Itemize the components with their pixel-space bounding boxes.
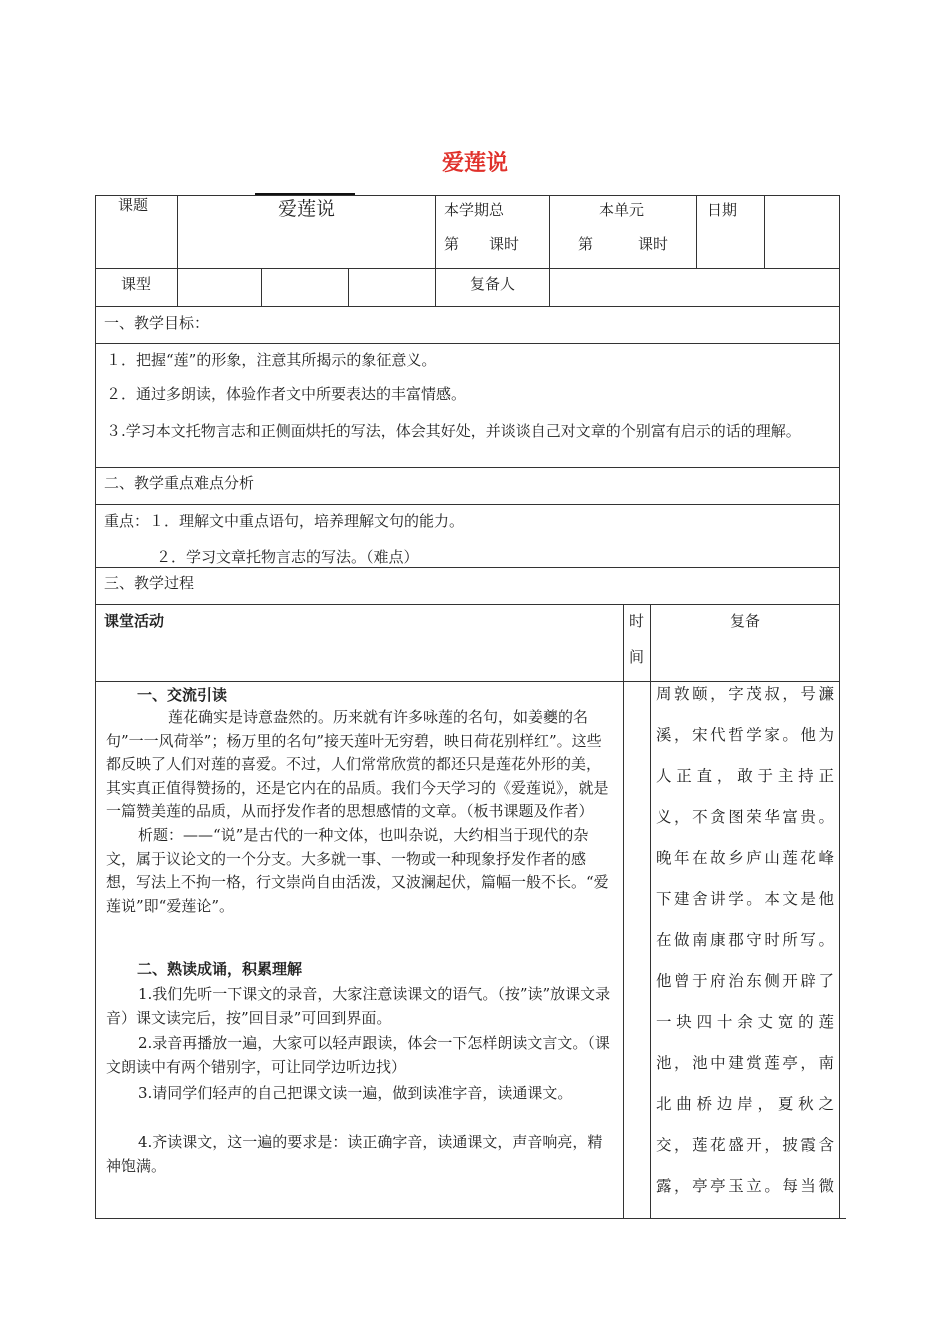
review-line: 溪，宋代哲学家。他为 xyxy=(656,726,834,744)
term-lesson: 第 课时 xyxy=(444,235,520,253)
section1-heading: 一、交流引读 xyxy=(137,686,228,704)
col-activity-header: 课堂活动 xyxy=(104,612,165,630)
review-line: 义，不贪图荣华富贵。 xyxy=(656,808,834,826)
topic-tab-underline xyxy=(255,193,355,195)
review-line: 池，池中建赏莲亭，南 xyxy=(656,1054,834,1072)
col-review-header: 复备 xyxy=(730,612,761,630)
review-line: 晚年在故乡庐山莲花峰 xyxy=(656,849,834,867)
section1-para2: 析题：——“说”是古代的一种文体，也叫杂说，大约相当于现代的杂文，属于议论文的一个分支。大多就一事、一物或一种现象抒发作者的感想，写法上不拘一格，行文崇尚自由活泼，又波澜起伏，篇幅一般不长。“爱莲说”即“爱莲论”。 xyxy=(106,826,609,915)
goals-heading: 一、教学目标： xyxy=(104,314,210,332)
col-time-header-2: 间 xyxy=(629,648,645,666)
goal-item: １．把握“莲”的形象，注意其所揭示的象征意义。 xyxy=(106,351,437,369)
step-2: 2.录音再播放一遍，大家可以轻声跟读，体会一下怎样朗读文言文。（课文朗读中有两个错别字，可让同学边听边找） xyxy=(106,1034,610,1076)
unit-label: 本单元 xyxy=(599,201,645,219)
col-time-header-1: 时 xyxy=(629,612,645,630)
topic-label: 课题 xyxy=(118,196,149,214)
goal-item: ３.学习本文托物言志和正侧面烘托的写法，体会其好处，并谈谈自己对文章的个别富有启示的话的理解。 xyxy=(106,422,801,440)
reviewer-label: 复备人 xyxy=(470,275,516,293)
date-label: 日期 xyxy=(707,201,738,219)
page-title: 爱莲说 xyxy=(441,151,508,176)
keypoint-2: ２．学习文章托物言志的写法。（难点） xyxy=(156,548,419,566)
review-line: 露，亭亭玉立。每当微 xyxy=(656,1177,834,1195)
type-label: 课型 xyxy=(121,275,152,293)
step-1: 1.我们先听一下课文的录音，大家注意读课文的语气。（按”读”放课文录音）课文读完后，按”回目录”可回到界面。 xyxy=(106,985,611,1027)
unit-lesson: 第 课时 xyxy=(578,235,669,253)
review-line: 周敦颐，字茂叔，号濂 xyxy=(656,685,834,703)
step-4: 4.齐读课文，这一遍的要求是：读正确字音，读通课文，声音响亮，精神饱满。 xyxy=(106,1133,603,1175)
review-line: 下建舍讲学。本文是他 xyxy=(656,890,834,908)
keypoint-1: 重点：１．理解文中重点语句，培养理解文句的能力。 xyxy=(104,512,465,530)
review-line: 人正直，敢于主持正 xyxy=(656,767,834,785)
term-total-label: 本学期总 xyxy=(444,201,505,219)
process-heading: 三、教学过程 xyxy=(104,574,195,592)
topic-value: 爱莲说 xyxy=(278,198,336,220)
review-line: 在做南康郡守时所写。 xyxy=(656,931,834,949)
keypoints-heading: 二、教学重点难点分析 xyxy=(104,474,255,492)
review-line: 交，莲花盛开，披霞含 xyxy=(656,1136,834,1154)
section1-para1: 莲花确实是诗意盎然的。历来就有许多咏莲的名句，如姜夔的名句”一一风荷举”；杨万里的名句”接天莲叶无穷碧，映日荷花别样红”。这些都反映了人们对莲的喜爱。不过，人们常常欣赏的都还只是莲花外形的美，其实真正值得赞扬的，还是它内在的品质。我们今天学习的《爱莲说》，就是一篇赞美莲的品质，从而抒发作者的思想感情的文章。（板书课题及作者） xyxy=(106,708,609,820)
review-line: 一块四十余丈宽的莲 xyxy=(656,1013,834,1031)
review-notes xyxy=(656,674,834,1207)
review-line: 北曲桥边岸，夏秋之 xyxy=(656,1095,834,1113)
review-line: 他曾于府治东侧开辟了 xyxy=(656,972,834,990)
step-3: 3.请同学们轻声的自己把课文读一遍，做到读准字音，读通课文。 xyxy=(138,1084,573,1102)
goal-item: ２．通过多朗读，体验作者文中所要表达的丰富情感。 xyxy=(106,385,467,403)
section2-heading: 二、熟读成诵，积累理解 xyxy=(137,960,303,978)
